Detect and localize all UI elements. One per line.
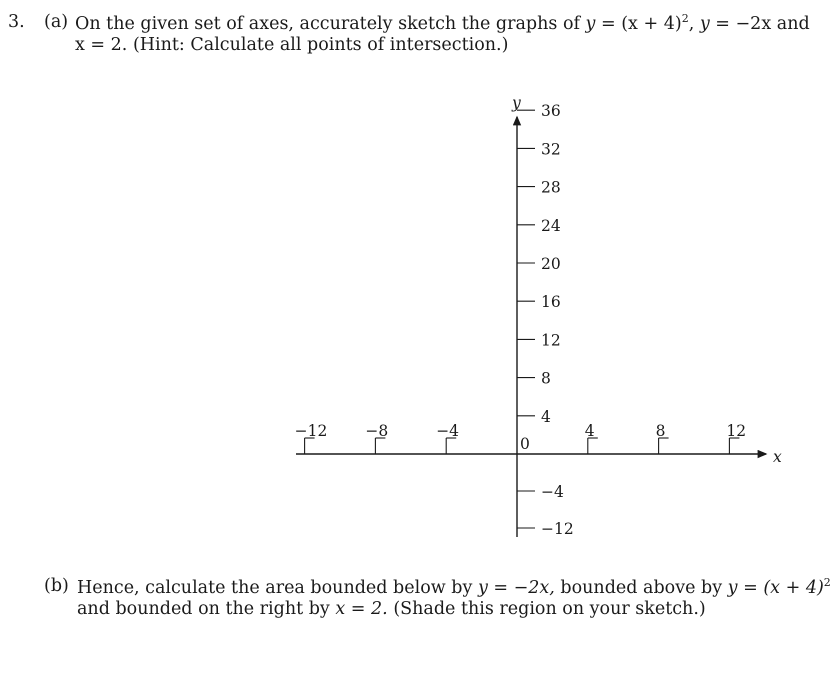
- y-tick-label: 32: [541, 140, 561, 159]
- eq3: x = 2.: [75, 35, 128, 55]
- y-tick-label: 36: [541, 102, 561, 121]
- x-tick-label: −4: [436, 422, 460, 440]
- y-tick-label: 16: [541, 293, 561, 312]
- part-b-eq2: y = (x + 4): [727, 577, 824, 598]
- y-tick-label: 12: [541, 331, 561, 350]
- hint: (Hint: Calculate all points of intersection.): [132, 35, 509, 55]
- eq2-lhs: y: [699, 13, 710, 34]
- part-a-label: (a): [44, 12, 69, 32]
- x-tick-label: 8: [655, 422, 666, 440]
- part-b-line1: [77, 576, 831, 598]
- x-tick-label: 12: [726, 422, 747, 440]
- part-b-eq2-exponent: 2: [823, 576, 831, 589]
- eq1-exponent: 2: [681, 12, 689, 25]
- part-b-eq1: y = −2x,: [477, 577, 555, 598]
- part-b-tail: (Shade this region on your sketch.): [393, 599, 706, 619]
- y-tick-label: 20: [541, 255, 561, 273]
- origin-label: 0: [520, 435, 530, 453]
- y-tick-label: −4: [541, 483, 564, 501]
- question-number: 3.: [8, 12, 25, 32]
- part-b-text2: and bounded on the right by: [77, 599, 330, 619]
- y-tick-label: −12: [541, 520, 574, 538]
- part-a-instruction: On the given set of axes, accurately sketch the graphs of: [75, 13, 580, 34]
- y-tick-label: 8: [541, 369, 551, 388]
- x-tick-label: −12: [294, 422, 328, 440]
- part-b-eq3: x = 2.: [335, 599, 388, 619]
- and-word: and: [776, 13, 810, 34]
- eq1-lhs: y: [585, 13, 596, 34]
- y-tick-label: 4: [541, 407, 551, 426]
- eq2-rhs: −2x: [735, 13, 772, 34]
- x-tick-label: −8: [365, 422, 389, 440]
- y-tick-label: 24: [541, 216, 561, 235]
- eq1-rhs: (x + 4): [621, 13, 682, 34]
- part-b-label: (b): [44, 576, 69, 596]
- part-b-line2: [77, 599, 706, 619]
- x-tick-label: 4: [584, 422, 595, 440]
- y-ticks: [517, 102, 574, 538]
- y-axis-label: y: [512, 94, 521, 112]
- y-tick-label: 28: [541, 178, 561, 197]
- part-b-mid-text: bounded above by: [560, 577, 723, 598]
- x-axis-label: x: [773, 448, 782, 466]
- part-a-line1: On the given set of axes, accurately sketch the graphs of $y = (x + 4)^2$, y = −2x and: [75, 12, 810, 34]
- part-b-text1: Hence, calculate the area bounded below by: [77, 577, 473, 598]
